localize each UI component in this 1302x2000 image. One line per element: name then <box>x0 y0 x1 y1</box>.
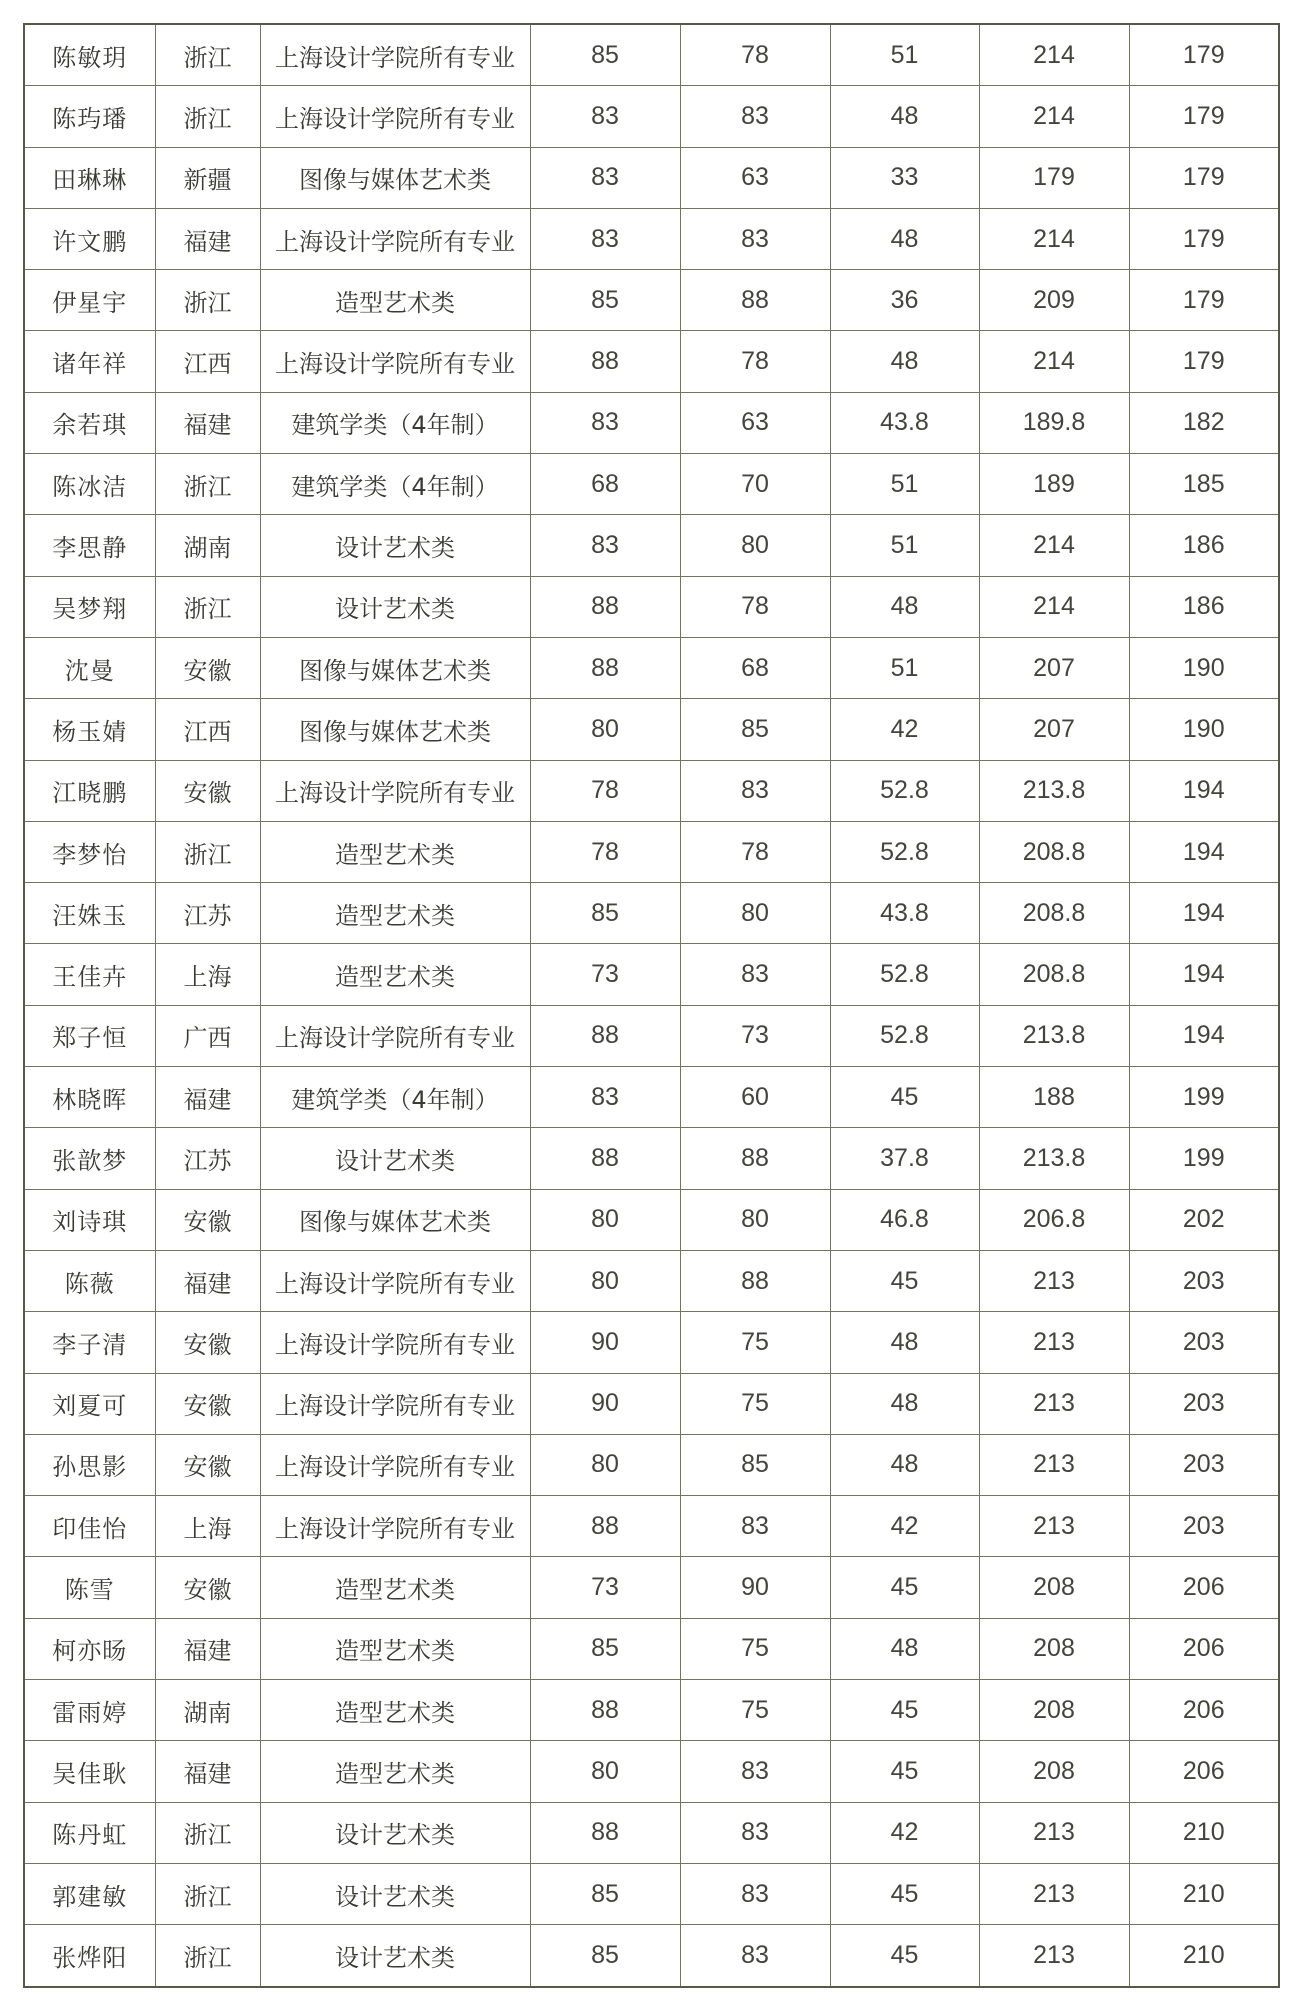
score-1-cell: 88 <box>530 576 680 637</box>
score-3-cell: 42 <box>830 699 979 760</box>
major-cell: 造型艺术类 <box>260 1618 530 1679</box>
province-cell: 浙江 <box>155 86 260 147</box>
score-3-cell: 52.8 <box>830 760 979 821</box>
rank-cell: 190 <box>1129 637 1279 698</box>
total-score-cell: 213 <box>979 1925 1129 1987</box>
rank-cell: 206 <box>1129 1680 1279 1741</box>
rank-cell: 203 <box>1129 1373 1279 1434</box>
score-1-cell: 78 <box>530 821 680 882</box>
rank-cell: 206 <box>1129 1741 1279 1802</box>
student-name-cell: 诸年祥 <box>24 331 155 392</box>
score-2-cell: 83 <box>680 1925 830 1987</box>
score-3-cell: 45 <box>830 1863 979 1924</box>
score-2-cell: 85 <box>680 1434 830 1495</box>
score-3-cell: 48 <box>830 86 979 147</box>
total-score-cell: 208 <box>979 1618 1129 1679</box>
score-1-cell: 88 <box>530 637 680 698</box>
table-row <box>24 1557 1279 1618</box>
score-1-cell: 83 <box>530 392 680 453</box>
province-cell: 安徽 <box>155 1434 260 1495</box>
score-3-cell: 42 <box>830 1496 979 1557</box>
score-1-cell: 85 <box>530 1618 680 1679</box>
student-name-cell: 李思静 <box>24 515 155 576</box>
score-2-cell: 83 <box>680 1863 830 1924</box>
score-1-cell: 80 <box>530 1434 680 1495</box>
table-row <box>24 1005 1279 1066</box>
score-3-cell: 45 <box>830 1250 979 1311</box>
table-row <box>24 515 1279 576</box>
major-cell: 设计艺术类 <box>260 1925 530 1987</box>
total-score-cell: 213 <box>979 1434 1129 1495</box>
province-cell: 安徽 <box>155 760 260 821</box>
province-cell: 浙江 <box>155 821 260 882</box>
province-cell: 湖南 <box>155 515 260 576</box>
score-2-cell: 80 <box>680 515 830 576</box>
score-1-cell: 88 <box>530 1005 680 1066</box>
rank-cell: 182 <box>1129 392 1279 453</box>
major-cell: 造型艺术类 <box>260 1741 530 1802</box>
major-cell: 上海设计学院所有专业 <box>260 1312 530 1373</box>
table-row <box>24 147 1279 208</box>
province-cell: 福建 <box>155 1067 260 1128</box>
province-cell: 浙江 <box>155 576 260 637</box>
total-score-cell: 213.8 <box>979 1128 1129 1189</box>
table-row <box>24 1496 1279 1557</box>
rank-cell: 202 <box>1129 1189 1279 1250</box>
score-3-cell: 45 <box>830 1925 979 1987</box>
student-name-cell: 孙思影 <box>24 1434 155 1495</box>
total-score-cell: 188 <box>979 1067 1129 1128</box>
score-1-cell: 88 <box>530 1128 680 1189</box>
major-cell: 图像与媒体艺术类 <box>260 637 530 698</box>
score-2-cell: 90 <box>680 1557 830 1618</box>
table-row <box>24 1680 1279 1741</box>
major-cell: 上海设计学院所有专业 <box>260 760 530 821</box>
score-2-cell: 83 <box>680 760 830 821</box>
score-2-cell: 75 <box>680 1373 830 1434</box>
major-cell: 上海设计学院所有专业 <box>260 86 530 147</box>
score-2-cell: 63 <box>680 392 830 453</box>
score-2-cell: 63 <box>680 147 830 208</box>
score-3-cell: 48 <box>830 1434 979 1495</box>
table-row <box>24 1618 1279 1679</box>
score-3-cell: 48 <box>830 576 979 637</box>
score-1-cell: 80 <box>530 1741 680 1802</box>
total-score-cell: 189 <box>979 454 1129 515</box>
table-row <box>24 1067 1279 1128</box>
major-cell: 上海设计学院所有专业 <box>260 331 530 392</box>
table-row <box>24 454 1279 515</box>
major-cell: 图像与媒体艺术类 <box>260 699 530 760</box>
student-name-cell: 许文鹏 <box>24 208 155 269</box>
score-3-cell: 46.8 <box>830 1189 979 1250</box>
province-cell: 浙江 <box>155 1863 260 1924</box>
table-row <box>24 208 1279 269</box>
score-2-cell: 68 <box>680 637 830 698</box>
score-1-cell: 90 <box>530 1373 680 1434</box>
total-score-cell: 179 <box>979 147 1129 208</box>
table-row <box>24 1925 1279 1987</box>
score-1-cell: 73 <box>530 944 680 1005</box>
rank-cell: 186 <box>1129 515 1279 576</box>
major-cell: 图像与媒体艺术类 <box>260 147 530 208</box>
table-row <box>24 883 1279 944</box>
province-cell: 福建 <box>155 1250 260 1311</box>
total-score-cell: 213 <box>979 1496 1129 1557</box>
score-2-cell: 83 <box>680 1496 830 1557</box>
table-row <box>24 1189 1279 1250</box>
major-cell: 上海设计学院所有专业 <box>260 1434 530 1495</box>
score-2-cell: 78 <box>680 331 830 392</box>
total-score-cell: 213.8 <box>979 1005 1129 1066</box>
score-1-cell: 83 <box>530 86 680 147</box>
score-2-cell: 88 <box>680 1250 830 1311</box>
score-2-cell: 83 <box>680 208 830 269</box>
province-cell: 上海 <box>155 944 260 1005</box>
student-name-cell: 刘诗琪 <box>24 1189 155 1250</box>
province-cell: 湖南 <box>155 1680 260 1741</box>
total-score-cell: 214 <box>979 576 1129 637</box>
province-cell: 浙江 <box>155 1925 260 1987</box>
score-2-cell: 88 <box>680 1128 830 1189</box>
rank-cell: 203 <box>1129 1250 1279 1311</box>
rank-cell: 179 <box>1129 147 1279 208</box>
student-name-cell: 陈敏玥 <box>24 24 155 86</box>
student-name-cell: 张烨阳 <box>24 1925 155 1987</box>
score-3-cell: 51 <box>830 515 979 576</box>
total-score-cell: 208.8 <box>979 944 1129 1005</box>
major-cell: 造型艺术类 <box>260 883 530 944</box>
province-cell: 福建 <box>155 1741 260 1802</box>
rank-cell: 194 <box>1129 821 1279 882</box>
student-name-cell: 印佳怡 <box>24 1496 155 1557</box>
score-2-cell: 60 <box>680 1067 830 1128</box>
score-1-cell: 85 <box>530 1863 680 1924</box>
major-cell: 造型艺术类 <box>260 821 530 882</box>
major-cell: 设计艺术类 <box>260 515 530 576</box>
student-name-cell: 张歆梦 <box>24 1128 155 1189</box>
major-cell: 设计艺术类 <box>260 1802 530 1863</box>
score-3-cell: 42 <box>830 1802 979 1863</box>
major-cell: 建筑学类（4年制） <box>260 1067 530 1128</box>
score-1-cell: 73 <box>530 1557 680 1618</box>
rank-cell: 210 <box>1129 1925 1279 1987</box>
major-cell: 上海设计学院所有专业 <box>260 1496 530 1557</box>
score-2-cell: 83 <box>680 944 830 1005</box>
province-cell: 福建 <box>155 1618 260 1679</box>
major-cell: 上海设计学院所有专业 <box>260 1005 530 1066</box>
score-3-cell: 45 <box>830 1067 979 1128</box>
score-1-cell: 78 <box>530 760 680 821</box>
student-name-cell: 柯亦旸 <box>24 1618 155 1679</box>
score-3-cell: 36 <box>830 270 979 331</box>
province-cell: 安徽 <box>155 1557 260 1618</box>
score-3-cell: 43.8 <box>830 883 979 944</box>
score-3-cell: 52.8 <box>830 944 979 1005</box>
student-name-cell: 吴梦翔 <box>24 576 155 637</box>
province-cell: 福建 <box>155 392 260 453</box>
province-cell: 浙江 <box>155 454 260 515</box>
province-cell: 安徽 <box>155 1373 260 1434</box>
total-score-cell: 207 <box>979 637 1129 698</box>
student-name-cell: 李梦怡 <box>24 821 155 882</box>
score-3-cell: 45 <box>830 1680 979 1741</box>
table-row <box>24 1802 1279 1863</box>
rank-cell: 179 <box>1129 208 1279 269</box>
score-2-cell: 75 <box>680 1312 830 1373</box>
province-cell: 新疆 <box>155 147 260 208</box>
score-1-cell: 85 <box>530 883 680 944</box>
province-cell: 福建 <box>155 208 260 269</box>
rank-cell: 206 <box>1129 1618 1279 1679</box>
score-3-cell: 51 <box>830 454 979 515</box>
major-cell: 设计艺术类 <box>260 1863 530 1924</box>
province-cell: 安徽 <box>155 1312 260 1373</box>
total-score-cell: 214 <box>979 515 1129 576</box>
table-row <box>24 392 1279 453</box>
score-1-cell: 83 <box>530 515 680 576</box>
province-cell: 江苏 <box>155 883 260 944</box>
province-cell: 江西 <box>155 331 260 392</box>
score-1-cell: 85 <box>530 270 680 331</box>
province-cell: 江苏 <box>155 1128 260 1189</box>
table-row <box>24 637 1279 698</box>
table-row <box>24 1741 1279 1802</box>
rank-cell: 179 <box>1129 24 1279 86</box>
major-cell: 造型艺术类 <box>260 1680 530 1741</box>
score-3-cell: 52.8 <box>830 1005 979 1066</box>
rank-cell: 185 <box>1129 454 1279 515</box>
score-3-cell: 52.8 <box>830 821 979 882</box>
rank-cell: 199 <box>1129 1067 1279 1128</box>
major-cell: 造型艺术类 <box>260 944 530 1005</box>
table-row <box>24 1250 1279 1311</box>
total-score-cell: 213 <box>979 1250 1129 1311</box>
score-2-cell: 73 <box>680 1005 830 1066</box>
score-2-cell: 80 <box>680 883 830 944</box>
rank-cell: 199 <box>1129 1128 1279 1189</box>
total-score-cell: 214 <box>979 24 1129 86</box>
total-score-cell: 208.8 <box>979 883 1129 944</box>
score-2-cell: 70 <box>680 454 830 515</box>
score-table <box>23 23 1280 1988</box>
total-score-cell: 213 <box>979 1863 1129 1924</box>
table-row <box>24 1373 1279 1434</box>
score-2-cell: 88 <box>680 270 830 331</box>
score-1-cell: 88 <box>530 1496 680 1557</box>
score-3-cell: 51 <box>830 637 979 698</box>
rank-cell: 186 <box>1129 576 1279 637</box>
score-2-cell: 83 <box>680 86 830 147</box>
total-score-cell: 208 <box>979 1741 1129 1802</box>
student-name-cell: 刘夏可 <box>24 1373 155 1434</box>
province-cell: 广西 <box>155 1005 260 1066</box>
student-name-cell: 林晓晖 <box>24 1067 155 1128</box>
table-row <box>24 576 1279 637</box>
major-cell: 上海设计学院所有专业 <box>260 1373 530 1434</box>
score-1-cell: 80 <box>530 699 680 760</box>
table-row <box>24 821 1279 882</box>
student-name-cell: 郭建敏 <box>24 1863 155 1924</box>
major-cell: 上海设计学院所有专业 <box>260 24 530 86</box>
total-score-cell: 207 <box>979 699 1129 760</box>
total-score-cell: 213 <box>979 1312 1129 1373</box>
rank-cell: 194 <box>1129 1005 1279 1066</box>
score-3-cell: 48 <box>830 1618 979 1679</box>
student-name-cell: 沈曼 <box>24 637 155 698</box>
score-1-cell: 83 <box>530 147 680 208</box>
score-2-cell: 75 <box>680 1680 830 1741</box>
student-name-cell: 江晓鹏 <box>24 760 155 821</box>
table-row <box>24 270 1279 331</box>
total-score-cell: 213 <box>979 1802 1129 1863</box>
major-cell: 设计艺术类 <box>260 576 530 637</box>
province-cell: 安徽 <box>155 1189 260 1250</box>
province-cell: 浙江 <box>155 24 260 86</box>
student-name-cell: 田琳琳 <box>24 147 155 208</box>
province-cell: 江西 <box>155 699 260 760</box>
score-2-cell: 85 <box>680 699 830 760</box>
table-row <box>24 944 1279 1005</box>
score-1-cell: 88 <box>530 1802 680 1863</box>
major-cell: 建筑学类（4年制） <box>260 392 530 453</box>
score-1-cell: 83 <box>530 1067 680 1128</box>
table-row <box>24 331 1279 392</box>
score-3-cell: 51 <box>830 24 979 86</box>
score-1-cell: 90 <box>530 1312 680 1373</box>
score-3-cell: 48 <box>830 208 979 269</box>
major-cell: 造型艺术类 <box>260 270 530 331</box>
score-3-cell: 43.8 <box>830 392 979 453</box>
score-3-cell: 48 <box>830 1373 979 1434</box>
rank-cell: 179 <box>1129 270 1279 331</box>
major-cell: 上海设计学院所有专业 <box>260 1250 530 1311</box>
student-name-cell: 吴佳耿 <box>24 1741 155 1802</box>
major-cell: 设计艺术类 <box>260 1128 530 1189</box>
score-1-cell: 80 <box>530 1189 680 1250</box>
total-score-cell: 209 <box>979 270 1129 331</box>
table-row <box>24 86 1279 147</box>
table-row <box>24 1128 1279 1189</box>
score-1-cell: 68 <box>530 454 680 515</box>
score-2-cell: 78 <box>680 821 830 882</box>
table-row <box>24 1434 1279 1495</box>
total-score-cell: 189.8 <box>979 392 1129 453</box>
score-3-cell: 45 <box>830 1557 979 1618</box>
province-cell: 安徽 <box>155 637 260 698</box>
student-name-cell: 王佳卉 <box>24 944 155 1005</box>
table-row <box>24 1863 1279 1924</box>
student-name-cell: 陈薇 <box>24 1250 155 1311</box>
major-cell: 图像与媒体艺术类 <box>260 1189 530 1250</box>
rank-cell: 194 <box>1129 944 1279 1005</box>
table-row <box>24 1312 1279 1373</box>
rank-cell: 203 <box>1129 1434 1279 1495</box>
total-score-cell: 206.8 <box>979 1189 1129 1250</box>
total-score-cell: 214 <box>979 331 1129 392</box>
student-name-cell: 汪姝玉 <box>24 883 155 944</box>
rank-cell: 210 <box>1129 1863 1279 1924</box>
score-2-cell: 78 <box>680 576 830 637</box>
table-row <box>24 24 1279 86</box>
score-1-cell: 85 <box>530 24 680 86</box>
score-1-cell: 88 <box>530 331 680 392</box>
student-name-cell: 陈丹虹 <box>24 1802 155 1863</box>
total-score-cell: 208.8 <box>979 821 1129 882</box>
score-3-cell: 48 <box>830 331 979 392</box>
score-2-cell: 83 <box>680 1741 830 1802</box>
rank-cell: 210 <box>1129 1802 1279 1863</box>
total-score-cell: 213 <box>979 1373 1129 1434</box>
rank-cell: 203 <box>1129 1312 1279 1373</box>
score-3-cell: 45 <box>830 1741 979 1802</box>
score-2-cell: 78 <box>680 24 830 86</box>
total-score-cell: 214 <box>979 86 1129 147</box>
rank-cell: 194 <box>1129 883 1279 944</box>
student-name-cell: 伊星宇 <box>24 270 155 331</box>
student-name-cell: 雷雨婷 <box>24 1680 155 1741</box>
rank-cell: 194 <box>1129 760 1279 821</box>
rank-cell: 206 <box>1129 1557 1279 1618</box>
rank-cell: 179 <box>1129 331 1279 392</box>
student-name-cell: 陈玙璠 <box>24 86 155 147</box>
table-body <box>24 24 1279 1987</box>
total-score-cell: 214 <box>979 208 1129 269</box>
student-name-cell: 陈雪 <box>24 1557 155 1618</box>
score-2-cell: 80 <box>680 1189 830 1250</box>
major-cell: 建筑学类（4年制） <box>260 454 530 515</box>
score-2-cell: 83 <box>680 1802 830 1863</box>
rank-cell: 190 <box>1129 699 1279 760</box>
score-1-cell: 83 <box>530 208 680 269</box>
student-name-cell: 陈冰洁 <box>24 454 155 515</box>
province-cell: 上海 <box>155 1496 260 1557</box>
score-3-cell: 48 <box>830 1312 979 1373</box>
score-2-cell: 75 <box>680 1618 830 1679</box>
total-score-cell: 208 <box>979 1557 1129 1618</box>
score-3-cell: 33 <box>830 147 979 208</box>
rank-cell: 179 <box>1129 86 1279 147</box>
score-1-cell: 80 <box>530 1250 680 1311</box>
table-row <box>24 760 1279 821</box>
rank-cell: 203 <box>1129 1496 1279 1557</box>
table-row <box>24 699 1279 760</box>
score-3-cell: 37.8 <box>830 1128 979 1189</box>
major-cell: 造型艺术类 <box>260 1557 530 1618</box>
student-name-cell: 郑子恒 <box>24 1005 155 1066</box>
score-1-cell: 85 <box>530 1925 680 1987</box>
total-score-cell: 213.8 <box>979 760 1129 821</box>
province-cell: 浙江 <box>155 1802 260 1863</box>
province-cell: 浙江 <box>155 270 260 331</box>
score-1-cell: 88 <box>530 1680 680 1741</box>
total-score-cell: 208 <box>979 1680 1129 1741</box>
student-name-cell: 杨玉婧 <box>24 699 155 760</box>
major-cell: 上海设计学院所有专业 <box>260 208 530 269</box>
student-name-cell: 余若琪 <box>24 392 155 453</box>
student-name-cell: 李子清 <box>24 1312 155 1373</box>
